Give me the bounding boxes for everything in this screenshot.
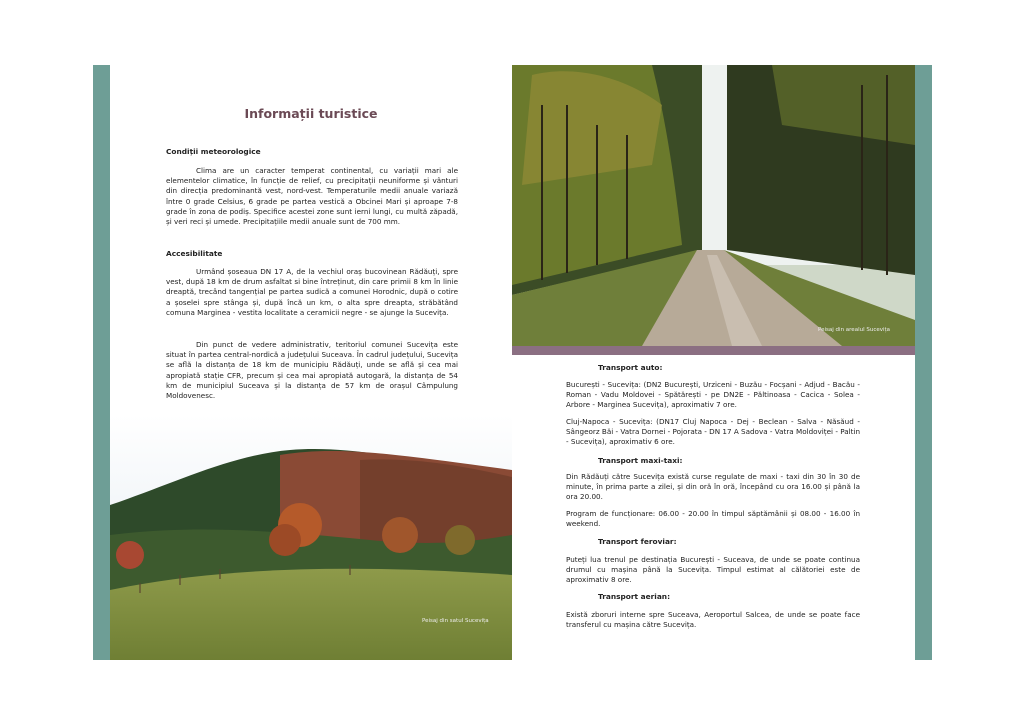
- transport-maxitaxi-schedule: Program de funcționare: 06.00 - 20.00 în timpul săptămânii și 08.00 - 16.00 în weekend.: [566, 509, 860, 529]
- transport-auto-heading: Transport auto:: [598, 363, 663, 372]
- transport-auto-route-2: Cluj-Napoca - Sucevița: (DN17 Cluj Napoca - Dej - Beclean - Salva - Năsăud - Sângeorz Băi - Vatra Dornei - Pojorata - DN 17 A Sadova - Vatra Moldoviței - Paltin - Sucevița), aproximativ 6 ore.: [566, 417, 860, 447]
- transport-air-text: Există zboruri interne spre Suceava, Aeroportul Salcea, de unde se poate face transferul cu mașina către Sucevița.: [566, 610, 860, 630]
- access-paragraph-1: Urmând șoseaua DN 17 A, de la vechiul oraș bucovinean Rădăuți, spre vest, după 18 km de drum asfaltat si bine întreținut, din care primii 8 km în linie dreaptă, trecând tangențial pe partea sudică a comunei Horodnic, după o cotire a șoselei spre stânga și, după încă un km, o alta spre dreapta, străbătând comuna Marginea - vestita localitate a ceramicii negre - se ajunge la Sucevița.: [166, 267, 458, 317]
- transport-rail-text: Puteți lua trenul pe destinația București - Suceava, de unde se poate continua drumul cu mașina până la Sucevița. Timpul estimat al călătoriei este de aproximativ 8 ore.: [566, 555, 860, 585]
- weather-paragraph: Clima are un caracter temperat continental, cu variații mari ale elementelor climatice, în funcție de relief, cu precipitații neuniforme și vânturi din direcția predominantă vest, nord-vest. Temperaturile medii anuale variază între 0 grade Celsius, 6 grade pe partea vestică a Obcinei Mari și aproape 7-8 grade în zona de podiș. Specifice acestei zone sunt ierni lungi, cu multă zăpadă, și veri reci și umede. Precipitațiile medii anuale sunt de 700 mm.: [166, 166, 458, 227]
- transport-auto-route-1: București - Sucevița: (DN2 București, Urziceni - Buzău - Focșani - Adjud - Bacău - Roman - Vadu Moldovei - Spătărești - pe DN2E - Păltinoasa - Cacica - Solea - Arbore - Marginea Sucevița), aproximativ 7 ore.: [566, 380, 860, 410]
- left-page: [110, 65, 512, 660]
- transport-rail-heading: Transport feroviar:: [598, 537, 677, 546]
- left-margin-bar: [93, 65, 110, 660]
- forest-caption: Peisaj din arealul Sucevița: [818, 327, 891, 333]
- landscape-caption: Peisaj din satul Sucevița: [422, 618, 489, 624]
- transport-maxitaxi-heading: Transport maxi-taxi:: [598, 456, 683, 465]
- access-paragraph-2: Din punct de vedere administrativ, teritoriul comunei Sucevița este situat în partea central-nordică a județului Suceava. În cadrul județului, Sucevița se află la distanța de 18 km de municipiu Rădăuți, unde se află și cea mai apropiată stație CFR, precum și cea mai apropiată autogară, la distanța de 54 km de municipiul Suceava și la distanța de 57 km de orașul Câmpulung Moldovenesc.: [166, 340, 458, 401]
- photo-divider-strip: [512, 346, 915, 355]
- right-page: [512, 65, 915, 660]
- page-title: Informații turistice: [244, 106, 378, 121]
- landscape-photo: [110, 415, 512, 660]
- transport-air-heading: Transport aerian:: [598, 592, 671, 601]
- forest-road-photo: [512, 65, 915, 346]
- transport-maxitaxi-text: Din Rădăuți către Sucevița există curse regulate de maxi - taxi din 30 în 30 de minute, în prima parte a zilei, și din oră în oră, începând cu ora 16.00 și până la ora 20.00.: [566, 472, 860, 502]
- right-margin-bar: [915, 65, 932, 660]
- section-heading-access: Accesibilitate: [166, 249, 223, 258]
- section-heading-weather: Condiții meteorologice: [166, 147, 261, 156]
